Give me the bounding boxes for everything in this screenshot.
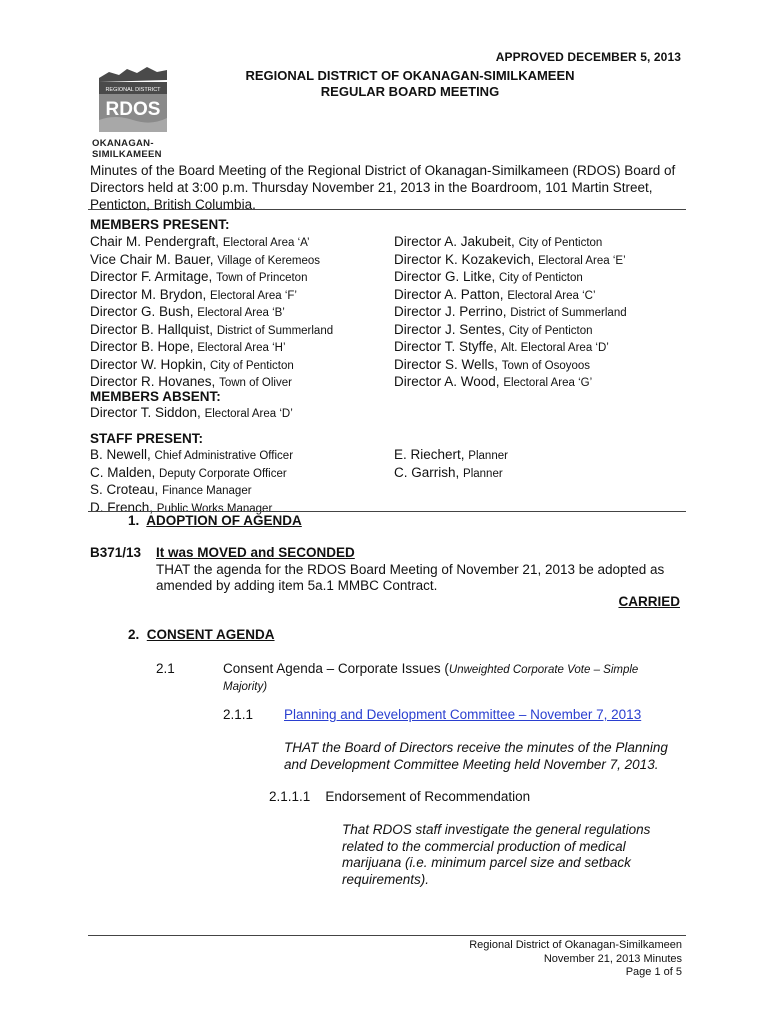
member-name: Director G. Litke,	[394, 269, 496, 284]
resolution-body	[156, 545, 686, 595]
mountain-shape	[99, 67, 167, 82]
member-row	[90, 447, 293, 465]
member-area: Planner	[463, 467, 503, 480]
agenda-item-2	[128, 627, 275, 642]
member-row	[90, 304, 333, 322]
member-area: District of Summerland	[216, 324, 334, 337]
member-name: Director A. Patton,	[394, 286, 504, 302]
staff-present-heading: STAFF PRESENT:	[90, 431, 204, 446]
member-area: City of Penticton	[518, 237, 603, 249]
member-name: Director R. Hovanes,	[90, 374, 216, 389]
member-name: Director S. Wells,	[394, 356, 499, 372]
member-name: D. French,	[90, 499, 154, 515]
member-row	[394, 374, 627, 392]
member-name: Director W. Hopkin,	[90, 356, 207, 372]
member-area: Town of Princeton	[216, 272, 308, 284]
member-row	[90, 339, 333, 357]
member-row	[90, 252, 333, 270]
member-area: Electoral Area ‘F’	[210, 289, 297, 302]
logo-sub-line2: SIMILKAMEEN	[92, 149, 162, 160]
member-area: Planner	[468, 450, 508, 462]
member-row	[394, 447, 508, 465]
staff-present-left	[90, 447, 293, 517]
page-footer	[469, 939, 682, 980]
member-name: Director B. Hallquist,	[90, 321, 214, 337]
member-row	[90, 482, 293, 500]
carried-label: CARRIED	[618, 594, 680, 609]
member-area: Electoral Area ‘C’	[507, 289, 596, 302]
member-row	[90, 357, 333, 375]
member-name: E. Riechert,	[394, 447, 465, 462]
member-area: Electoral Area ‘E’	[538, 254, 626, 267]
member-area: City of Penticton	[499, 272, 583, 284]
member-area: Electoral Area ‘D’	[204, 408, 293, 420]
members-present-heading: MEMBERS PRESENT:	[90, 217, 230, 232]
member-name: C. Malden,	[90, 464, 156, 480]
item-2-1-1-link[interactable]: Planning and Development Committee – November 7, 2013	[284, 707, 642, 722]
member-row	[394, 304, 627, 322]
item-2-1-note: Unweighted Corporate Vote – Simple Majority)	[223, 664, 639, 693]
resolution-motion: THAT the agenda for the RDOS Board Meeting of November 21, 2013 be adopted as amended by adding item 5a.1 MMBC Contract.	[156, 561, 665, 593]
member-row	[90, 269, 333, 287]
divider-top	[88, 209, 686, 210]
member-area: Finance Manager	[162, 485, 252, 497]
agenda-item-1-title: ADOPTION OF AGENDA	[146, 513, 302, 528]
doc-title-line2: REGULAR BOARD MEETING	[320, 84, 500, 99]
member-row	[394, 357, 627, 375]
member-name: S. Croteau,	[90, 482, 159, 497]
rdos-logo-graphic	[95, 64, 173, 138]
item-2-1-1-1	[269, 789, 530, 804]
member-name: Director J. Sentes,	[394, 321, 506, 337]
member-area: City of Penticton	[508, 324, 593, 337]
members-present-left	[90, 234, 333, 392]
resolution-number: B371/13	[90, 545, 142, 560]
item-2-1-num: 2.1	[156, 661, 175, 676]
member-name: Chair M. Pendergraft,	[90, 234, 220, 249]
member-row	[394, 234, 627, 252]
member-area: Town of Oliver	[219, 377, 292, 389]
members-absent-heading: MEMBERS ABSENT:	[90, 389, 221, 404]
member-row	[90, 287, 333, 305]
members-present-right	[394, 234, 627, 392]
member-name: Director F. Armitage,	[90, 269, 213, 284]
member-row	[394, 465, 508, 483]
member-area: Town of Osoyoos	[501, 359, 591, 372]
staff-present-right	[394, 447, 508, 482]
item-2-1-title-text: Consent Agenda – Corporate Issues (	[223, 661, 449, 676]
footer-date: November 21, 2013 Minutes	[543, 952, 682, 965]
logo-banner-text: REGIONAL DISTRICT	[105, 87, 161, 93]
member-name: C. Garrish,	[394, 464, 460, 480]
member-row	[394, 339, 627, 357]
member-area: Electoral Area ‘G’	[503, 377, 593, 389]
members-absent-list	[90, 405, 293, 423]
member-row	[90, 322, 333, 340]
member-area: Alt. Electoral Area ‘D’	[500, 342, 609, 354]
member-row	[90, 234, 333, 252]
logo-acronym: RDOS	[105, 99, 161, 120]
member-name: Director K. Kozakevich,	[394, 251, 535, 267]
item-2-1-1-1-title: Endorsement of Recommendation	[325, 789, 531, 804]
member-name: Director A. Jakubeit,	[394, 234, 515, 249]
member-name: Director M. Brydon,	[90, 286, 207, 302]
member-row	[394, 287, 627, 305]
item-2-1-1-1-recommendation: That RDOS staff investigate the general regulations related to the commercial production of medical marijuana (i.e. minimum parcel size and setback requirements).	[342, 822, 651, 887]
intro-paragraph: Minutes of the Board Meeting of the Regional District of Okanagan-Similkameen (RDOS) Board of Directors held at 3:00 p.m. Thursday November 21, 2013 in the Boardroom, 101 Martin Street, Penticton, British Columbia.	[90, 163, 676, 212]
divider-footer	[88, 935, 686, 936]
agenda-item-1	[128, 513, 302, 528]
item-2-1-1-num: 2.1.1	[223, 707, 254, 722]
member-area: Electoral Area ‘H’	[197, 342, 286, 354]
divider-staff	[88, 511, 686, 512]
member-area: Village of Keremeos	[217, 254, 321, 267]
member-row	[394, 269, 627, 287]
agenda-item-2-num: 2.	[128, 627, 140, 642]
footer-org: Regional District of Okanagan-Similkameen	[469, 939, 682, 951]
member-name: Director T. Styffe,	[394, 339, 498, 354]
member-area: Electoral Area ‘B’	[197, 307, 285, 319]
agenda-item-1-num: 1.	[128, 513, 140, 528]
member-name: Director A. Wood,	[394, 374, 500, 389]
footer-page: Page 1 of 5	[625, 966, 682, 978]
member-row	[90, 465, 293, 483]
doc-title-line1: REGIONAL DISTRICT OF OKANAGAN-SIMILKAMEEN	[245, 68, 575, 83]
member-area: Deputy Corporate Officer	[159, 467, 287, 480]
member-name: Director J. Perrino,	[394, 304, 507, 319]
member-area: District of Summerland	[510, 307, 627, 319]
item-2-1-1-motion: THAT the Board of Directors receive the minutes of the Planning and Development Committee Meeting held November 7, 2013.	[284, 740, 668, 772]
logo-subtitle	[92, 138, 162, 160]
member-name: Director T. Siddon,	[90, 405, 201, 420]
logo-sub-line1: OKANAGAN-	[92, 138, 154, 149]
member-area: Chief Administrative Officer	[154, 450, 294, 462]
moved-seconded: It was MOVED and SECONDED	[156, 545, 355, 560]
member-area: Electoral Area ‘A’	[222, 237, 310, 249]
agenda-item-2-title: CONSENT AGENDA	[146, 627, 275, 642]
member-area: Public Works Manager	[156, 502, 273, 515]
member-row	[90, 405, 293, 423]
item-2-1-1-1-num: 2.1.1.1	[269, 789, 311, 804]
member-row	[394, 322, 627, 340]
item-2-1-title	[223, 661, 683, 695]
member-name: Director B. Hope,	[90, 339, 194, 354]
member-name: Vice Chair M. Bauer,	[90, 251, 214, 267]
member-name: Director G. Bush,	[90, 304, 194, 319]
member-row	[394, 252, 627, 270]
member-area: City of Penticton	[210, 359, 294, 372]
member-name: B. Newell,	[90, 447, 151, 462]
approval-stamp: APPROVED DECEMBER 5, 2013	[495, 50, 681, 64]
